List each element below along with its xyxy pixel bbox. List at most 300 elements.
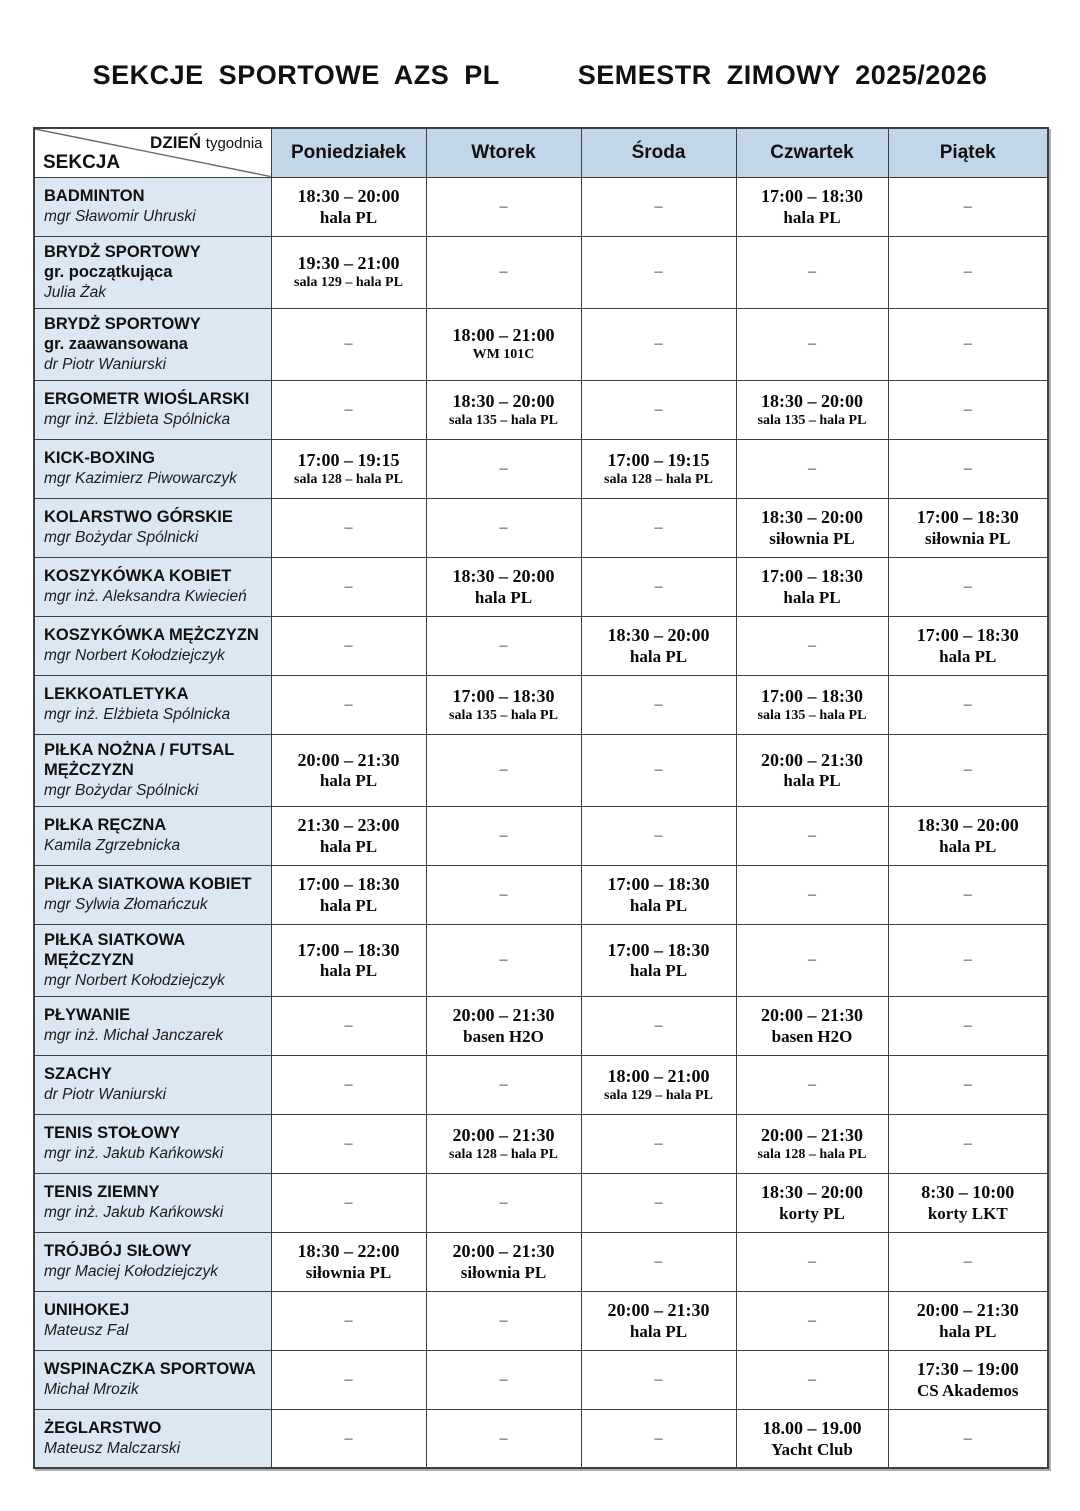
slot-time: 21:30 – 23:00: [297, 815, 400, 836]
section-instructor: mgr Sylwia Złomańczuk: [44, 896, 208, 914]
empty-dash: –: [808, 1075, 816, 1093]
section-cell: [34, 308, 271, 380]
slot-place: hala PL: [629, 646, 688, 666]
slot-place: siłownia PL: [460, 1262, 547, 1282]
schedule-cell: [271, 498, 426, 557]
slot-place: sala 128 – hala PL: [757, 1146, 867, 1162]
schedule-cell: [271, 616, 426, 675]
schedule-cell: [736, 1291, 888, 1350]
schedule-cell: [426, 1114, 581, 1173]
schedule-cell: [426, 1291, 581, 1350]
empty-dash: –: [963, 951, 972, 969]
slot-time: 20:00 – 21:30: [452, 1125, 555, 1146]
empty-dash: –: [963, 263, 972, 281]
slot-place: siłownia PL: [769, 528, 855, 548]
schedule-cell: [581, 308, 736, 380]
empty-dash: –: [344, 1134, 353, 1152]
page-title-right: SEMESTR ZIMOWY 2025/2026: [577, 60, 988, 90]
slot-time: 18:30 – 20:00: [916, 815, 1019, 836]
table-row: [34, 1173, 1048, 1232]
section-name: PIŁKA NOŻNA / FUTSAL: [44, 740, 235, 759]
empty-dash: –: [499, 459, 508, 477]
schedule-cell: [581, 498, 736, 557]
slot-place: CS Akademos: [916, 1380, 1019, 1400]
empty-dash: –: [344, 400, 353, 418]
section-name: ERGOMETR WIOŚLARSKI: [44, 390, 250, 409]
schedule-cell: [581, 236, 736, 308]
schedule-cell: [426, 1055, 581, 1114]
schedule-cell: [581, 734, 736, 806]
schedule-cell: [426, 308, 581, 380]
schedule-cell: [271, 380, 426, 439]
schedule-cell: [581, 1232, 736, 1291]
schedule-cell: [581, 439, 736, 498]
empty-dash: –: [499, 197, 508, 215]
empty-dash: –: [808, 263, 816, 281]
empty-dash: –: [963, 1075, 972, 1093]
schedule-cell: [271, 1173, 426, 1232]
table-row: [34, 924, 1048, 996]
section-cell: [34, 1055, 271, 1114]
schedule-cell: [888, 498, 1048, 557]
schedule-cell: [736, 439, 888, 498]
table-row: [34, 616, 1048, 675]
schedule-cell: [271, 308, 426, 380]
slot-time: 17:30 – 19:00: [916, 1359, 1019, 1380]
section-name: UNIHOKEJ: [44, 1301, 130, 1320]
slot-time: 18:30 – 20:00: [607, 625, 710, 646]
empty-dash: –: [808, 335, 816, 353]
slot-time: 17:00 – 18:30: [297, 874, 400, 895]
schedule-cell: [736, 308, 888, 380]
section-cell: [34, 865, 271, 924]
empty-dash: –: [499, 263, 508, 281]
slot-place: hala PL: [783, 587, 841, 607]
slot-place: sala 135 – hala PL: [757, 412, 867, 428]
table-row: [34, 236, 1048, 308]
schedule-cell: [581, 675, 736, 734]
slot-place: hala PL: [474, 587, 533, 607]
schedule-cell: [271, 177, 426, 236]
section-instructor: mgr inż. Elżbieta Spólnicka: [44, 411, 231, 429]
schedule-cell: [271, 806, 426, 865]
schedule-cell: [888, 616, 1048, 675]
section-cell: [34, 996, 271, 1055]
schedule-cell: [426, 1173, 581, 1232]
schedule-cell: [271, 1409, 426, 1468]
section-instructor: mgr Sławomir Uhruski: [44, 208, 196, 226]
section-name: BADMINTON: [44, 187, 145, 206]
empty-dash: –: [963, 695, 972, 713]
schedule-cell: [271, 996, 426, 1055]
section-name: gr. początkująca: [44, 262, 173, 281]
slot-time: 20:00 – 21:30: [297, 749, 400, 770]
schedule-cell: [736, 1055, 888, 1114]
empty-dash: –: [654, 1370, 663, 1388]
table-row: [34, 734, 1048, 806]
schedule-cell: [736, 236, 888, 308]
table-row: [34, 865, 1048, 924]
slot-place: hala PL: [629, 895, 688, 915]
empty-dash: –: [963, 459, 972, 477]
table-row: [34, 1409, 1048, 1468]
section-instructor: mgr Bożydar Spólnicki: [44, 529, 199, 547]
table-row: [34, 996, 1048, 1055]
empty-dash: –: [808, 1311, 816, 1329]
slot-place: korty LKT: [927, 1203, 1008, 1223]
table-row: [34, 439, 1048, 498]
section-instructor: mgr Norbert Kołodziejczyk: [44, 971, 225, 989]
empty-dash: –: [344, 1370, 353, 1388]
slot-place: hala PL: [319, 961, 378, 981]
schedule-cell: [888, 439, 1048, 498]
table-row: [34, 675, 1048, 734]
empty-dash: –: [344, 1016, 353, 1034]
schedule-cell: [736, 865, 888, 924]
day-header-thursday: Czwartek: [736, 128, 888, 177]
empty-dash: –: [654, 695, 663, 713]
slot-place: sala 129 – hala PL: [604, 1087, 713, 1103]
slot-time: 18:30 – 20:00: [761, 391, 863, 411]
empty-dash: –: [654, 263, 663, 281]
schedule-cell: [888, 996, 1048, 1055]
schedule-cell: [888, 1232, 1048, 1291]
schedule-cell: [426, 439, 581, 498]
schedule-cell: [426, 924, 581, 996]
empty-dash: –: [499, 826, 508, 844]
section-name: BRYDŻ SPORTOWY: [44, 314, 201, 333]
section-cell: [34, 1173, 271, 1232]
slot-place: hala PL: [939, 836, 997, 856]
slot-place: WM 101C: [472, 346, 535, 362]
section-cell: [34, 806, 271, 865]
schedule-cell: [271, 1114, 426, 1173]
schedule-cell: [581, 616, 736, 675]
schedule-cell: [888, 675, 1048, 734]
slot-time: 18.00 – 19.00: [762, 1418, 862, 1439]
slot-time: 20:00 – 21:30: [452, 1005, 555, 1026]
schedule-cell: [271, 1350, 426, 1409]
slot-time: 19:30 – 21:00: [297, 253, 400, 274]
schedule-cell: [888, 1350, 1048, 1409]
slot-time: 8:30 – 10:00: [921, 1182, 1015, 1203]
empty-dash: –: [499, 1311, 508, 1329]
empty-dash: –: [654, 577, 663, 595]
schedule-cell: [581, 924, 736, 996]
schedule-cell: [888, 806, 1048, 865]
schedule-cell: [581, 1055, 736, 1114]
slot-time: 17:00 – 18:30: [607, 874, 710, 895]
slot-place: sala 128 – hala PL: [294, 471, 403, 487]
empty-dash: –: [963, 885, 972, 903]
slot-time: 17:00 – 18:30: [452, 686, 555, 706]
schedule-cell: [426, 865, 581, 924]
empty-dash: –: [499, 761, 508, 779]
schedule-cell: [581, 380, 736, 439]
day-header-friday: Piątek: [888, 128, 1048, 177]
section-cell: [34, 924, 271, 996]
table-row: [34, 1291, 1048, 1350]
slot-place: korty PL: [779, 1203, 845, 1223]
schedule-cell: [736, 1232, 888, 1291]
schedule-body: [34, 177, 1048, 1468]
section-instructor: mgr Bożydar Spólnicki: [44, 781, 199, 799]
section-cell: [34, 557, 271, 616]
section-name: PIŁKA RĘCZNA: [44, 816, 167, 835]
schedule-cell: [736, 498, 888, 557]
empty-dash: –: [808, 636, 816, 654]
day-header-monday: Poniedziałek: [271, 128, 426, 177]
schedule-cell: [426, 996, 581, 1055]
empty-dash: –: [654, 1134, 663, 1152]
section-name: TENIS STOŁOWY: [44, 1124, 181, 1143]
empty-dash: –: [654, 518, 663, 536]
slot-time: 18:00 – 21:00: [607, 1066, 710, 1087]
schedule-cell: [888, 1291, 1048, 1350]
slot-time: 18:30 – 20:00: [761, 1182, 863, 1203]
section-instructor: dr Piotr Waniurski: [44, 1086, 167, 1104]
slot-place: basen H2O: [771, 1026, 853, 1046]
table-row: [34, 308, 1048, 380]
slot-time: 18:30 – 20:00: [452, 391, 555, 411]
empty-dash: –: [963, 335, 972, 353]
schedule-cell: [581, 996, 736, 1055]
schedule-cell: [426, 675, 581, 734]
slot-time: 20:00 – 21:30: [916, 1300, 1019, 1321]
schedule-cell: [581, 177, 736, 236]
section-cell: [34, 1291, 271, 1350]
section-cell: [34, 1409, 271, 1468]
slot-time: 17:00 – 18:30: [607, 939, 710, 960]
schedule-cell: [271, 734, 426, 806]
schedule-table: [33, 127, 1049, 1469]
section-cell: [34, 439, 271, 498]
slot-place: hala PL: [629, 1321, 688, 1341]
schedule-cell: [271, 236, 426, 308]
slot-place: sala 128 – hala PL: [604, 471, 713, 487]
empty-dash: –: [654, 1429, 663, 1447]
section-instructor: mgr inż. Michał Janczarek: [44, 1027, 224, 1045]
section-cell: [34, 1350, 271, 1409]
slot-time: 20:00 – 21:30: [761, 749, 863, 770]
schedule-cell: [736, 380, 888, 439]
section-name: gr. zaawansowana: [44, 334, 188, 353]
section-name: KICK-BOXING: [44, 449, 155, 468]
schedule-cell: [581, 865, 736, 924]
schedule-cell: [271, 924, 426, 996]
empty-dash: –: [963, 1429, 972, 1447]
slot-place: hala PL: [319, 771, 378, 791]
slot-place: hala PL: [629, 961, 688, 981]
schedule-cell: [888, 924, 1048, 996]
slot-time: 18:30 – 20:00: [297, 186, 400, 207]
table-row: [34, 1114, 1048, 1173]
empty-dash: –: [808, 1252, 816, 1270]
section-name: MĘŻCZYZN: [44, 760, 134, 779]
empty-dash: –: [654, 400, 663, 418]
schedule-cell: [426, 1232, 581, 1291]
section-name: TRÓJBÓJ SIŁOWY: [44, 1242, 192, 1261]
slot-time: 18:30 – 20:00: [761, 507, 863, 528]
slot-time: 20:00 – 21:30: [607, 1300, 710, 1321]
empty-dash: –: [654, 335, 663, 353]
empty-dash: –: [499, 1193, 508, 1211]
schedule-cell: [736, 996, 888, 1055]
section-cell: [34, 734, 271, 806]
schedule-cell: [271, 865, 426, 924]
empty-dash: –: [808, 826, 816, 844]
schedule-cell: [426, 734, 581, 806]
page-title: [0, 60, 1080, 91]
schedule-cell: [888, 177, 1048, 236]
schedule-cell: [736, 675, 888, 734]
table-row: [34, 1055, 1048, 1114]
section-name: KOLARSTWO GÓRSKIE: [44, 508, 233, 527]
empty-dash: –: [499, 1429, 508, 1447]
empty-dash: –: [344, 1429, 353, 1447]
section-name: SZACHY: [44, 1065, 112, 1084]
section-cell: [34, 675, 271, 734]
slot-place: hala PL: [939, 1321, 997, 1341]
slot-place: siłownia PL: [305, 1262, 392, 1282]
corner-cell: [34, 128, 271, 177]
empty-dash: –: [808, 885, 816, 903]
schedule-cell: [581, 557, 736, 616]
slot-time: 18:00 – 21:00: [452, 325, 555, 346]
empty-dash: –: [499, 1370, 508, 1388]
schedule-cell: [426, 1350, 581, 1409]
schedule-cell: [888, 308, 1048, 380]
empty-dash: –: [499, 636, 508, 654]
section-instructor: Mateusz Fal: [44, 1322, 129, 1340]
schedule-cell: [888, 865, 1048, 924]
slot-place: hala PL: [319, 207, 378, 227]
schedule-cell: [426, 380, 581, 439]
slot-time: 20:00 – 21:30: [761, 1005, 863, 1026]
table-row: [34, 806, 1048, 865]
schedule-cell: [581, 1114, 736, 1173]
section-cell: [34, 380, 271, 439]
empty-dash: –: [344, 1311, 353, 1329]
empty-dash: –: [963, 197, 972, 215]
slot-place: hala PL: [319, 836, 378, 856]
schedule-cell: [271, 1291, 426, 1350]
schedule-cell: [426, 616, 581, 675]
slot-time: 17:00 – 19:15: [607, 450, 710, 470]
schedule-cell: [736, 806, 888, 865]
empty-dash: –: [963, 1016, 972, 1034]
section-instructor: mgr inż. Jakub Kańkowski: [44, 1145, 224, 1163]
empty-dash: –: [499, 1075, 508, 1093]
empty-dash: –: [963, 1252, 972, 1270]
empty-dash: –: [654, 826, 663, 844]
schedule-cell: [581, 806, 736, 865]
section-cell: [34, 1232, 271, 1291]
table-row: [34, 380, 1048, 439]
schedule-cell: [888, 1055, 1048, 1114]
schedule-cell: [271, 1232, 426, 1291]
schedule-cell: [736, 1114, 888, 1173]
section-name: PIŁKA SIATKOWA MĘŻCZYZN: [44, 930, 185, 969]
empty-dash: –: [808, 459, 816, 477]
schedule-cell: [888, 380, 1048, 439]
section-name: PŁYWANIE: [44, 1006, 131, 1025]
section-name: KOSZYKÓWKA KOBIET: [44, 567, 232, 586]
table-row: [34, 557, 1048, 616]
section-cell: [34, 616, 271, 675]
schedule-cell: [271, 557, 426, 616]
empty-dash: –: [344, 335, 353, 353]
empty-dash: –: [654, 1193, 663, 1211]
slot-time: 17:00 – 19:15: [297, 450, 400, 470]
schedule-cell: [736, 1409, 888, 1468]
schedule-cell: [426, 498, 581, 557]
empty-dash: –: [344, 1193, 353, 1211]
empty-dash: –: [499, 951, 508, 969]
schedule-cell: [271, 675, 426, 734]
schedule-cell: [581, 1173, 736, 1232]
schedule-cell: [581, 1350, 736, 1409]
section-cell: [34, 1114, 271, 1173]
slot-time: 20:00 – 21:30: [452, 1241, 555, 1262]
slot-time: 18:30 – 22:00: [297, 1241, 400, 1262]
empty-dash: –: [963, 761, 972, 779]
slot-place: hala PL: [783, 771, 841, 791]
slot-place: sala 129 – hala PL: [294, 274, 403, 290]
empty-dash: –: [344, 636, 353, 654]
schedule-cell: [736, 734, 888, 806]
section-instructor: mgr Maciej Kołodziejczyk: [44, 1263, 218, 1281]
empty-dash: –: [963, 577, 972, 595]
section-instructor: mgr inż. Jakub Kańkowski: [44, 1204, 224, 1222]
corner-day-label: DZIEŃ tygodnia: [150, 133, 263, 152]
schedule-cell: [888, 236, 1048, 308]
schedule-cell: [426, 1409, 581, 1468]
empty-dash: –: [808, 1370, 816, 1388]
schedule-cell: [736, 1350, 888, 1409]
section-name: KOSZYKÓWKA MĘŻCZYZN: [44, 626, 259, 645]
section-instructor: Michał Mrozik: [44, 1381, 139, 1399]
section-cell: [34, 236, 271, 308]
empty-dash: –: [654, 1252, 663, 1270]
section-name: WSPINACZKA SPORTOWA: [44, 1360, 256, 1379]
schedule-cell: [888, 1114, 1048, 1173]
slot-place: sala 128 – hala PL: [449, 1146, 558, 1162]
schedule-cell: [426, 236, 581, 308]
section-cell: [34, 177, 271, 236]
slot-place: sala 135 – hala PL: [449, 707, 558, 723]
empty-dash: –: [344, 1075, 353, 1093]
empty-dash: –: [499, 885, 508, 903]
slot-place: basen H2O: [463, 1026, 544, 1046]
page-title-left: SEKCJE SPORTOWE AZS PL: [92, 60, 500, 90]
section-name: ŻEGLARSTWO: [44, 1419, 162, 1438]
day-header-tuesday: Wtorek: [426, 128, 581, 177]
schedule-cell: [426, 557, 581, 616]
section-instructor: mgr Kazimierz Piwowarczyk: [44, 470, 237, 488]
slot-place: hala PL: [319, 895, 378, 915]
empty-dash: –: [654, 197, 663, 215]
empty-dash: –: [808, 951, 816, 969]
table-row: [34, 498, 1048, 557]
slot-place: sala 135 – hala PL: [449, 412, 558, 428]
schedule-cell: [888, 557, 1048, 616]
empty-dash: –: [654, 1016, 663, 1034]
slot-place: siłownia PL: [925, 528, 1011, 548]
header-row: [34, 128, 1048, 177]
slot-place: hala PL: [783, 207, 841, 227]
empty-dash: –: [654, 761, 663, 779]
